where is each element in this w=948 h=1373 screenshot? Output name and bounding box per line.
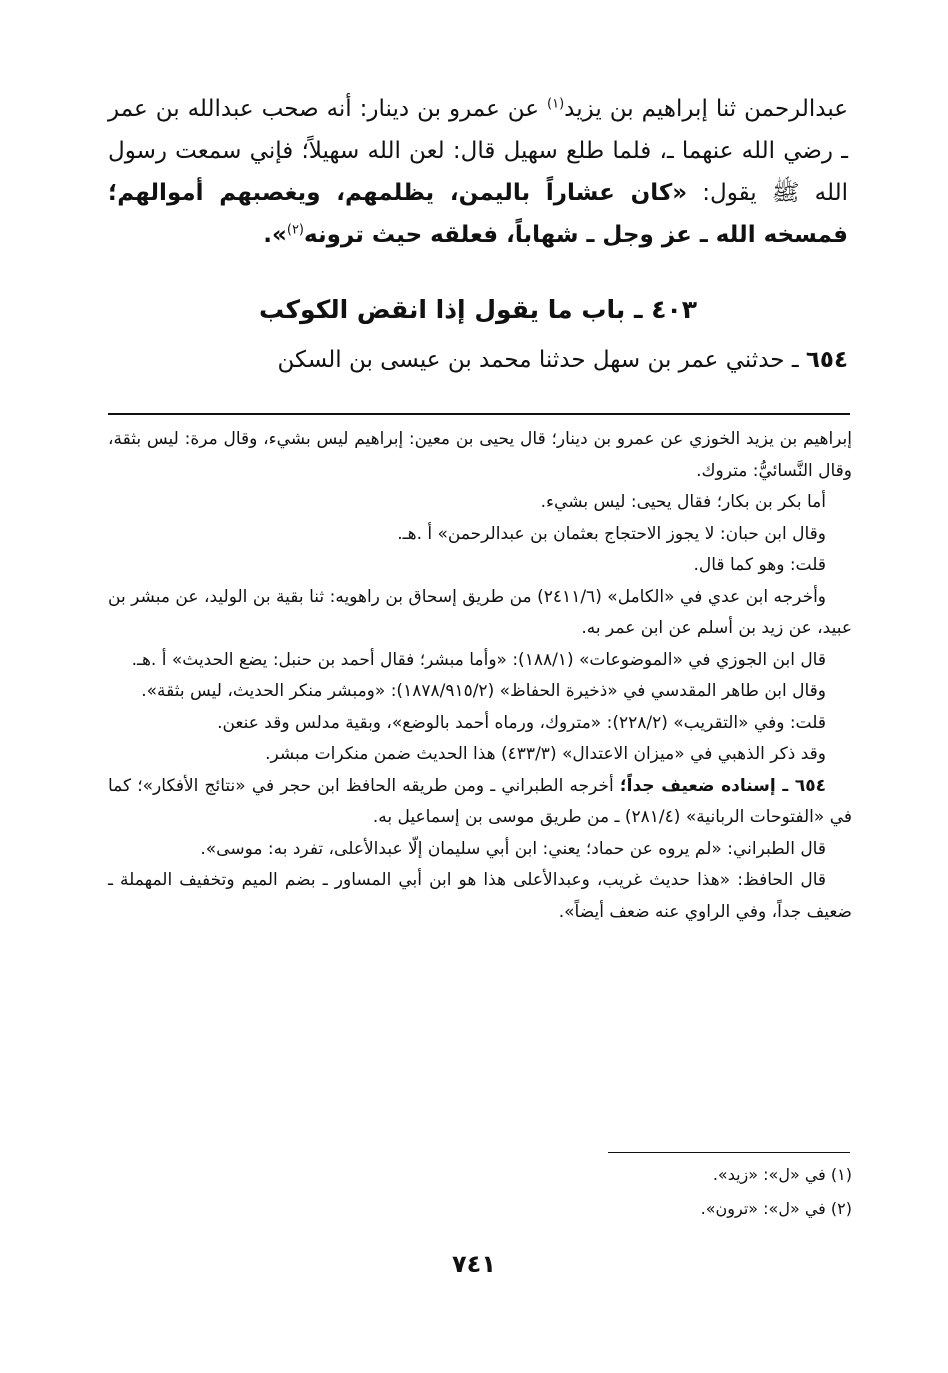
page-number: ٧٤١ xyxy=(452,1250,496,1278)
narration-text: ـ حدثني عمر بن سهل حدثنا محمد بن عيسى بن السكن xyxy=(277,347,806,373)
grading-label: ـ إسناده ضعيف جداً؛ xyxy=(619,775,795,796)
commentary-paragraph: قال الحافظ: «هذا حديث غريب، وعبدالأعلى هذا هو ابن أبي المساور ـ بضم الميم وتخفيف المهملة ـ ضعيف جداً، وفي الراوي عنه ضعف أيضاً». xyxy=(108,870,852,922)
commentary-section xyxy=(108,424,852,928)
prophetic-quote: «كان عشاراً باليمن، يظلمهم، ويغصبهم أموالهم؛ فمسخه الله ـ عز وجل ـ شهاباً، فعلقه حيث ترونه xyxy=(108,180,848,248)
main-divider xyxy=(108,413,850,415)
commentary-paragraph: وقال ابن طاهر المقدسي في «ذخيرة الحفاظ» (١٨٧٨/٩١٥/٢): «ومبشر منكر الحديث، ليس بثقة». xyxy=(141,681,826,701)
commentary-paragraph: قلت: وهو كما قال. xyxy=(693,555,826,575)
hadith-narration xyxy=(108,340,848,380)
quote-close: ». xyxy=(263,222,287,248)
commentary-paragraph: وقال ابن حبان: لا يجوز الاحتجاج بعثمان بن عبدالرحمن» أ .هـ. xyxy=(397,523,826,544)
footnote-ref-1: (١) xyxy=(547,96,565,112)
main-text-segment: عن عمرو بن دينار: أنه صحب عبدالله بن عمر ـ رضي الله عنهما ـ، فلما طلع سهيل قال: لعن الله سهيلاً؛ فإني سمعت رسول الله ﷺ يقول: xyxy=(108,96,848,206)
commentary-paragraph xyxy=(108,771,852,834)
hadith-number: ٦٥٤ xyxy=(794,775,826,796)
main-text-segment: عبدالرحمن ثنا إبراهيم بن يزيد xyxy=(564,96,848,122)
commentary-paragraph: إبراهيم بن يزيد الخوزي عن عمرو بن دينار؛ قال يحيى بن معين: إبراهيم ليس بشيء، وقال مرة: ليس بثقة، وقال النَّسائيُّ: متروك. xyxy=(108,429,852,481)
commentary-paragraph: أما بكر بن بكار؛ فقال يحيى: ليس بشيء. xyxy=(540,492,826,512)
hadith-number: ٦٥٤ xyxy=(805,347,848,373)
commentary-text: أخرجه الطبراني ـ ومن طريقه الحافظ ابن حجر في «نتائج الأفكار»؛ كما في «الفتوحات الربانية» (٢٨١/٤) ـ من طريق موسى بن إسماعيل به. xyxy=(108,775,852,827)
main-hadith-text xyxy=(108,88,848,256)
commentary-paragraph: قال الطبراني: «لم يروه عن حماد؛ يعني: ابن أبي سليمان إلّا عبدالأعلى، تفرد به: موسى». xyxy=(200,838,826,859)
footnotes xyxy=(108,1158,852,1226)
main-paragraph xyxy=(108,88,848,256)
chapter-heading: ٤٠٣ ـ باب ما يقول إذا انقض الكوكب xyxy=(259,295,697,324)
footnote-2: (٢) في «ل»: «ترون». xyxy=(700,1199,852,1218)
footnote-divider xyxy=(608,1152,850,1153)
commentary-paragraph: وأخرجه ابن عدي في «الكامل» (٢٤١١/٦) من طريق إسحاق بن راهويه: ثنا بقية بن الوليد، عن مبشر بن عبيد، عن زيد بن أسلم عن ابن عمر به. xyxy=(108,586,852,638)
footnote-ref-2: (٢) xyxy=(286,222,304,238)
footnote-1: (١) في «ل»: «زيد». xyxy=(712,1165,852,1184)
commentary-paragraph: قلت: وفي «التقريب» (٢٢٨/٢): «متروك، ورماه أحمد بالوضع»، وبقية مدلس وقد عنعن. xyxy=(217,712,826,733)
commentary-paragraph: وقد ذكر الذهبي في «ميزان الاعتدال» (٤٣٣/٣) هذا الحديث ضمن منكرات مبشر. xyxy=(265,744,826,764)
commentary-paragraph: قال ابن الجوزي في «الموضوعات» (١٨٨/١): «وأما مبشر؛ فقال أحمد بن حنبل: يضع الحديث» أ .هـ. xyxy=(131,649,826,670)
